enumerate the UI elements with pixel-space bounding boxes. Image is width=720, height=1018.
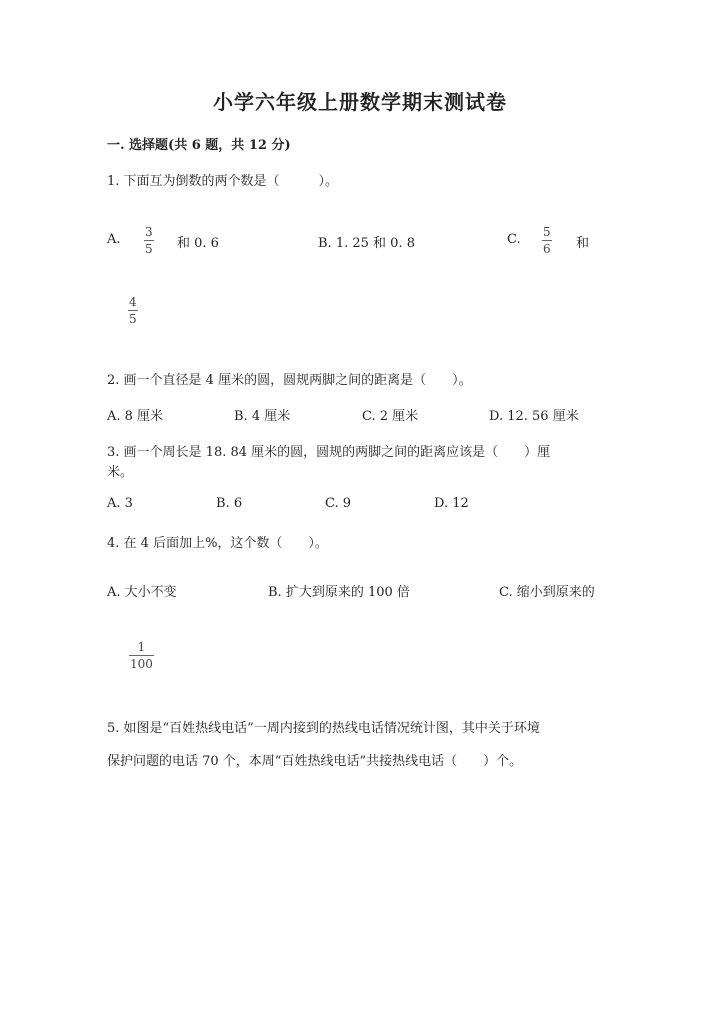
q1-option-b: B. 1. 25 和 0. 8: [318, 236, 415, 251]
section-heading: 一. 选择题(共 6 题，共 12 分): [107, 138, 291, 153]
fraction-numerator: 4: [129, 295, 137, 309]
q1-option-c-fraction: [542, 226, 552, 255]
page-title: 小学六年级上册数学期末测试卷: [213, 90, 507, 114]
question-3-line-2: 米。: [107, 465, 134, 480]
q1-option-a-fraction: [144, 226, 154, 255]
q1-option-c-label: C.: [507, 232, 521, 247]
q1-option-a-label: A.: [107, 232, 121, 247]
q4-option-b: B. 扩大到原来的 100 倍: [268, 585, 410, 600]
fraction-numerator: 5: [543, 225, 551, 239]
question-2-text: 2. 画一个直径是 4 厘米的圆，圆规两脚之间的距离是（ ）。: [107, 373, 472, 388]
question-5-line-1: 5. 如图是“百姓热线电话”一周内接到的热线电话情况统计图，其中关于环境: [107, 721, 540, 736]
question-1-text: 1. 下面互为倒数的两个数是（ ）。: [107, 174, 339, 189]
fraction-denominator: 5: [129, 312, 137, 326]
q2-option-d: D. 12. 56 厘米: [489, 409, 579, 424]
question-5-line-2: 保护问题的电话 70 个，本周“百姓热线电话”共接热线电话（ ）个。: [107, 754, 523, 769]
q3-option-d: D. 12: [434, 496, 469, 511]
fraction-numerator: 1: [137, 640, 146, 654]
fraction-denominator: 100: [130, 657, 153, 671]
fraction-denominator: 5: [145, 242, 153, 256]
question-3-line-1: 3. 画一个周长是 18. 84 厘米的圆，圆规的两脚之间的距离应该是（ ）厘: [107, 445, 551, 460]
q3-option-b: B. 6: [216, 496, 243, 511]
q4-option-c: C. 缩小到原来的: [499, 585, 595, 600]
q2-option-c: C. 2 厘米: [362, 409, 419, 424]
fraction-denominator: 6: [543, 242, 551, 256]
q1-option-c-text: 和: [576, 236, 590, 251]
fraction-numerator: 3: [145, 225, 153, 239]
q1-option-c-fraction-2: [128, 296, 138, 325]
q3-option-a: A. 3: [107, 496, 133, 511]
q2-option-b: B. 4 厘米: [234, 409, 291, 424]
q3-option-c: C. 9: [325, 496, 352, 511]
q4-option-a: A. 大小不变: [107, 585, 177, 600]
q2-option-a: A. 8 厘米: [107, 409, 164, 424]
q1-option-a-text: 和 0. 6: [177, 236, 219, 251]
q4-option-c-fraction: [129, 641, 154, 670]
question-4-text: 4. 在 4 后面加上%，这个数（ ）。: [107, 536, 328, 551]
